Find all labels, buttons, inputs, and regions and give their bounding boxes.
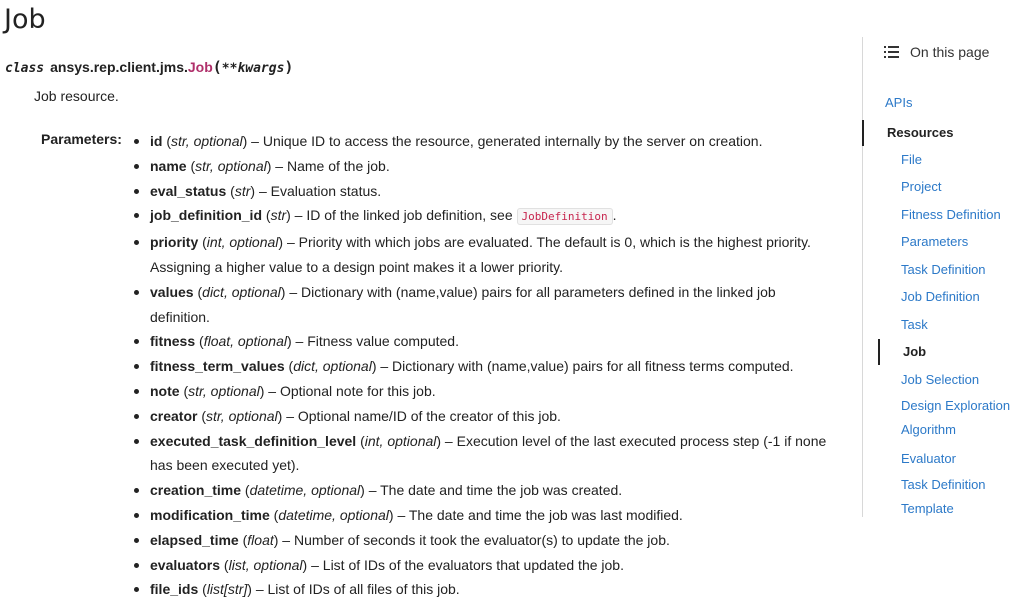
- parameters-list: [134, 129, 834, 602]
- toc-section-apis[interactable]: APIs: [885, 95, 913, 110]
- parameter-description: Dictionary with (name,value) pairs for all fitness terms computed.: [392, 358, 794, 375]
- parameter-item: values (dict, optional) – Dictionary with (name,value) pairs for all parameters defined in the linked job definition.: [134, 280, 834, 330]
- signature-open-paren: (: [212, 58, 222, 76]
- parameter-item: fitness (float, optional) – Fitness value computed.: [134, 329, 834, 354]
- parameter-name: fitness_term_values: [150, 358, 285, 375]
- parameter-description: Dictionary with (name,value) pairs for all parameters defined in the linked job definition.: [150, 283, 776, 325]
- toc-item-active-indicator: [878, 339, 880, 365]
- parameter-item: creation_time (datetime, optional) – The date and time the job was created.: [134, 478, 834, 503]
- class-description: Job resource.: [34, 88, 119, 104]
- parameter-description: Fitness value computed.: [307, 333, 459, 350]
- parameter-item: executed_task_definition_level (int, optional) – Execution level of the last executed process step (-1 if none has been executed yet).: [134, 429, 834, 479]
- parameter-item: elapsed_time (float) – Number of seconds it took the evaluator(s) to update the job.: [134, 528, 834, 553]
- parameter-description: Name of the job.: [286, 157, 390, 174]
- parameter-name: executed_task_definition_level: [150, 432, 357, 449]
- parameter-type: str, optional: [195, 157, 267, 174]
- toc-header-label: On this page: [910, 44, 990, 60]
- page-title: Job: [4, 4, 46, 35]
- toc-divider: [862, 37, 863, 517]
- parameter-item: job_definition_id (str) – ID of the linked job definition, see JobDefinition .: [134, 203, 834, 230]
- parameter-name: eval_status: [150, 182, 227, 199]
- parameter-name: file_ids: [150, 581, 199, 598]
- parameter-type: str, optional: [171, 133, 243, 149]
- parameter-description: Number of seconds it took the evaluator(s) to update the job.: [293, 531, 670, 548]
- parameter-type: float, optional: [203, 333, 287, 350]
- parameter-description: Unique ID to access the resource, generated internally by the server on creation.: [262, 133, 763, 149]
- parameter-description: Evaluation status.: [270, 182, 382, 199]
- parameter-item: priority (int, optional) – Priority with which jobs are evaluated. The default is 0, which is the highest priority. Assigning a higher value to a design point makes it a lower priority.: [134, 230, 834, 280]
- signature-module: ansys.rep.client.jms.: [50, 59, 188, 75]
- signature-close-paren: ): [284, 58, 294, 76]
- parameter-name: elapsed_time: [150, 531, 239, 548]
- parameter-type: int, optional: [206, 234, 279, 251]
- toc-header: [884, 44, 989, 60]
- parameter-type: dict, optional: [202, 283, 281, 300]
- toc-item-evaluator[interactable]: Evaluator: [901, 451, 956, 466]
- parameter-description: List of IDs of the evaluators that updated the job.: [322, 556, 624, 573]
- parameter-type: datetime, optional: [249, 482, 361, 499]
- list-icon: [884, 46, 899, 58]
- parameter-item: file_ids (list[str]) – List of IDs of all files of this job.: [134, 577, 834, 602]
- signature-args: **kwargs: [221, 61, 285, 76]
- parameter-item: id (str, optional) – Unique ID to access the resource, generated internally by the server on creation.: [134, 129, 834, 154]
- parameter-type: str, optional: [206, 407, 278, 424]
- parameters-label: Parameters:: [41, 131, 122, 147]
- parameter-name: id: [150, 133, 163, 149]
- parameter-type: list, optional: [228, 556, 303, 573]
- parameter-type: datetime, optional: [278, 506, 389, 523]
- parameter-name: values: [150, 283, 194, 300]
- parameter-item: name (str, optional) – Name of the job.: [134, 154, 834, 179]
- parameter-type: list[str]: [206, 581, 248, 598]
- parameter-type: float: [247, 531, 274, 548]
- parameter-name: creation_time: [150, 482, 242, 499]
- parameter-description: Optional note for this job.: [279, 382, 436, 399]
- jobdefinition-link[interactable]: JobDefinition: [517, 208, 613, 225]
- parameter-type: str: [234, 182, 251, 199]
- parameter-item: modification_time (datetime, optional) – The date and time the job was last modified.: [134, 503, 834, 528]
- toc-item-parameters[interactable]: Parameters: [901, 234, 969, 249]
- toc-item-project[interactable]: Project: [901, 179, 942, 194]
- toc-section-active-indicator: [862, 120, 864, 146]
- parameter-name: modification_time: [150, 506, 270, 523]
- parameter-item: creator (str, optional) – Optional name/ID of the creator of this job.: [134, 404, 834, 429]
- toc-item-job-definition[interactable]: Job Definition: [901, 289, 980, 304]
- parameter-description: ID of the linked job definition, see: [306, 207, 513, 224]
- toc-section-resources[interactable]: Resources: [887, 125, 954, 140]
- parameter-name: priority: [150, 234, 199, 251]
- parameter-item: note (str, optional) – Optional note for this job.: [134, 379, 834, 404]
- parameter-type: int, optional: [364, 432, 437, 449]
- class-signature: [5, 58, 293, 76]
- toc-item-job[interactable]: Job: [903, 344, 927, 359]
- parameter-item: evaluators (list, optional) – List of IDs of the evaluators that updated the job.: [134, 553, 834, 578]
- signature-class-name: Job: [187, 59, 213, 75]
- parameter-type: str, optional: [188, 382, 260, 399]
- parameter-type: dict, optional: [293, 358, 372, 375]
- parameter-type: str: [270, 207, 287, 224]
- parameter-description: The date and time the job was last modified.: [408, 506, 683, 523]
- parameter-description: The date and time the job was created.: [380, 482, 623, 499]
- signature-keyword: class: [5, 61, 45, 76]
- toc-item-task-definition-template[interactable]: Task Definition Template: [901, 477, 986, 516]
- toc-item-design-exploration-algorithm[interactable]: Design Exploration Algorithm: [901, 398, 1011, 437]
- parameter-description: List of IDs of all files of this job.: [267, 581, 460, 598]
- toc-item-file[interactable]: File: [901, 152, 922, 167]
- parameter-name: evaluators: [150, 556, 221, 573]
- parameter-name: creator: [150, 407, 198, 424]
- toc-item-task[interactable]: Task: [901, 317, 928, 332]
- toc-item-fitness-definition[interactable]: Fitness Definition: [901, 207, 1001, 222]
- parameter-description: Priority with which jobs are evaluated. The default is 0, which is the highest priority. Assigning a higher value to a design point makes it a lower priority.: [150, 234, 811, 275]
- toc-item-task-definition[interactable]: Task Definition: [901, 262, 986, 277]
- parameter-item: fitness_term_values (dict, optional) – Dictionary with (name,value) pairs for all fitness terms computed.: [134, 354, 834, 379]
- parameter-name: fitness: [150, 333, 196, 350]
- parameter-name: note: [150, 382, 180, 399]
- parameter-description: Optional name/ID of the creator of this job.: [297, 407, 561, 424]
- parameter-item: eval_status (str) – Evaluation status.: [134, 179, 834, 204]
- parameter-name: job_definition_id: [150, 207, 262, 224]
- parameter-description: Execution level of the last executed process step (-1 if none has been executed yet).: [150, 432, 827, 474]
- toc-item-job-selection[interactable]: Job Selection: [901, 372, 980, 387]
- parameter-name: name: [150, 157, 187, 174]
